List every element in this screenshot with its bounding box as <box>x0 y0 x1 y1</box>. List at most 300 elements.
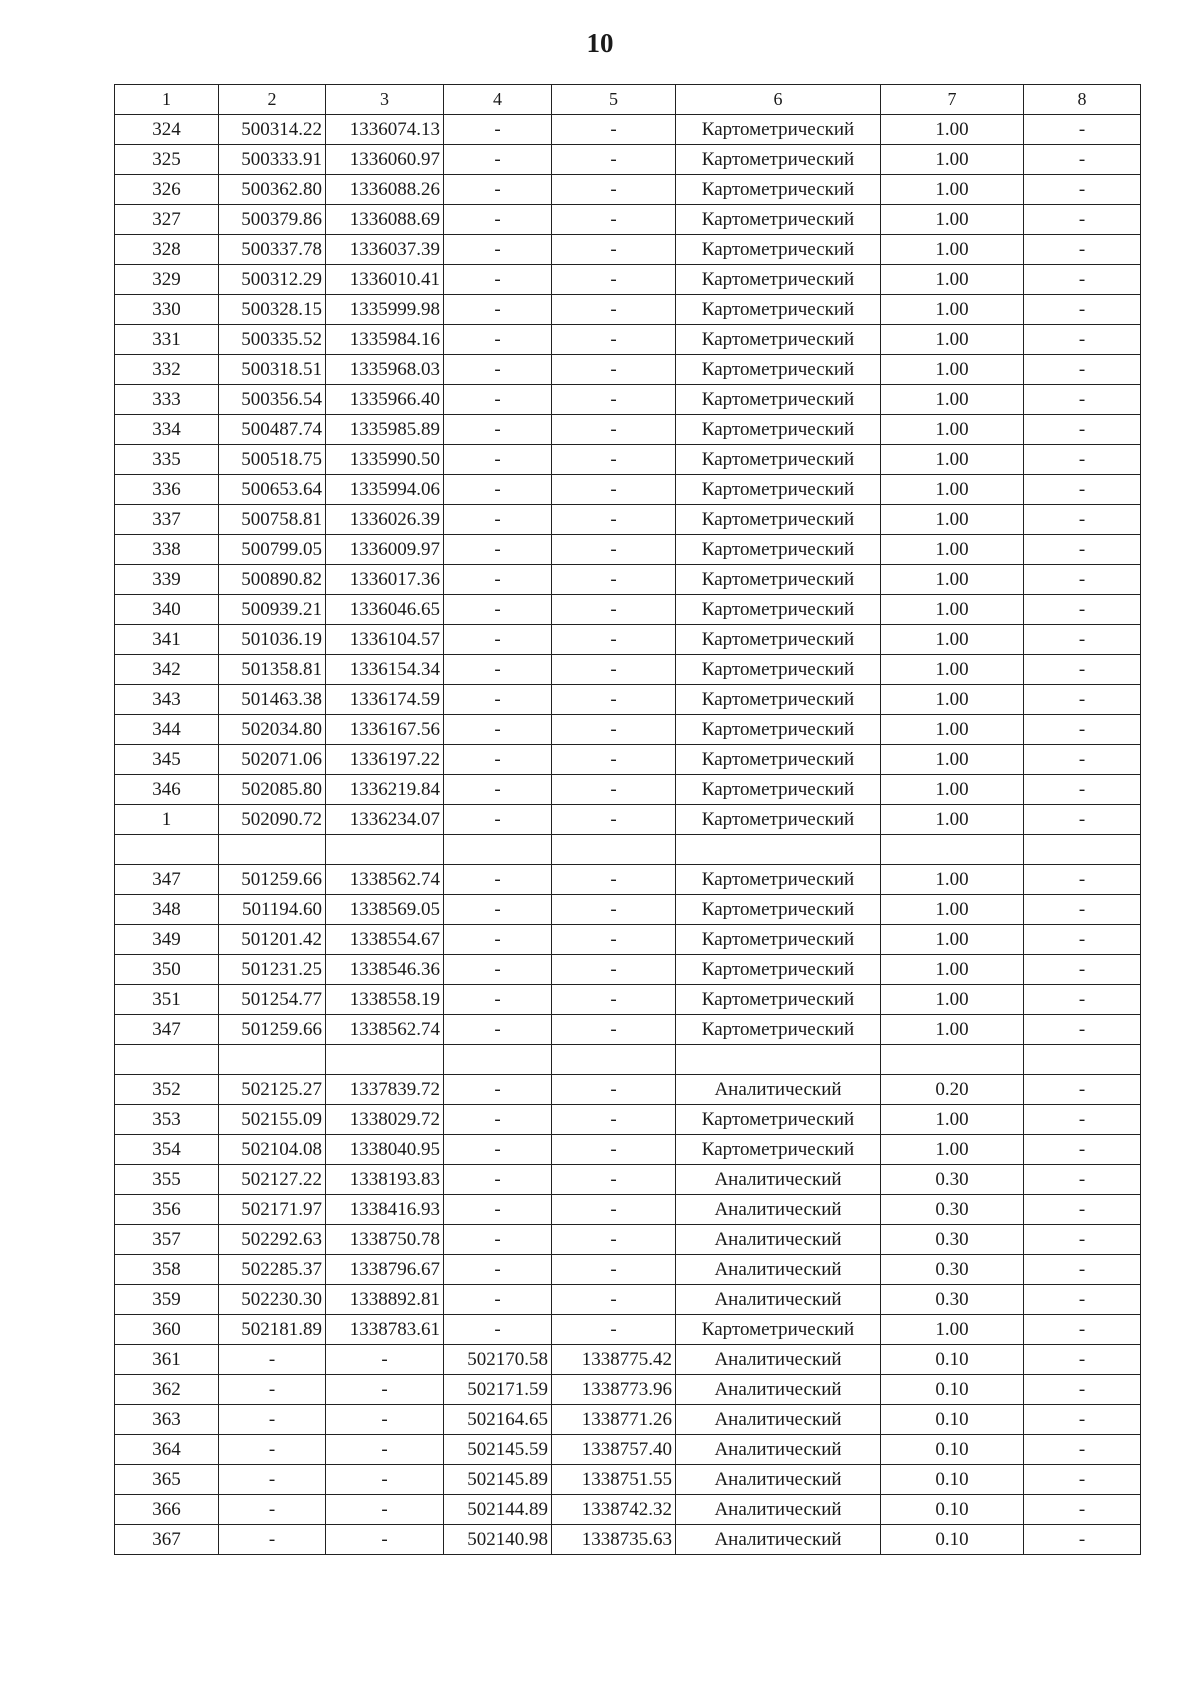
table-cell: - <box>444 235 552 265</box>
table-cell: - <box>1024 1255 1141 1285</box>
table-cell: - <box>444 445 552 475</box>
table-row <box>115 865 1141 895</box>
table-row <box>115 1285 1141 1315</box>
table-cell: 1336154.34 <box>326 655 444 685</box>
table-cell: Аналитический <box>676 1345 881 1375</box>
table-cell: - <box>1024 625 1141 655</box>
table-cell <box>1024 1045 1141 1075</box>
table-cell: 500758.81 <box>219 505 326 535</box>
table-cell: 501254.77 <box>219 985 326 1015</box>
table-cell <box>115 835 219 865</box>
table-cell: - <box>552 1285 676 1315</box>
table-cell: - <box>444 535 552 565</box>
table-cell: - <box>444 565 552 595</box>
table-cell <box>552 1045 676 1075</box>
table-cell: 1338750.78 <box>326 1225 444 1255</box>
table-cell: 365 <box>115 1465 219 1495</box>
table-cell: 1.00 <box>881 925 1024 955</box>
table-cell: 1.00 <box>881 955 1024 985</box>
table-cell: - <box>444 745 552 775</box>
table-cell: 1338562.74 <box>326 1015 444 1045</box>
table-cell: 1336197.22 <box>326 745 444 775</box>
table-cell: Аналитический <box>676 1225 881 1255</box>
table-row <box>115 685 1141 715</box>
table-cell: 502230.30 <box>219 1285 326 1315</box>
table-cell: 328 <box>115 235 219 265</box>
table-cell: 327 <box>115 205 219 235</box>
table-cell: 1338773.96 <box>552 1375 676 1405</box>
table-cell: - <box>326 1465 444 1495</box>
table-cell: 500799.05 <box>219 535 326 565</box>
table-row <box>115 1105 1141 1135</box>
table-cell: Аналитический <box>676 1195 881 1225</box>
table-cell: Картометрический <box>676 115 881 145</box>
table-row <box>115 835 1141 865</box>
table-cell: - <box>552 1165 676 1195</box>
table-row <box>115 1345 1141 1375</box>
table-cell: 1.00 <box>881 745 1024 775</box>
table-cell: - <box>444 355 552 385</box>
table-row <box>115 1255 1141 1285</box>
table-cell: 355 <box>115 1165 219 1195</box>
table-cell: 1.00 <box>881 715 1024 745</box>
table-cell: Аналитический <box>676 1405 881 1435</box>
table-row <box>115 565 1141 595</box>
table-row <box>115 1435 1141 1465</box>
table-cell: - <box>1024 775 1141 805</box>
table-cell: - <box>444 985 552 1015</box>
table-row <box>115 745 1141 775</box>
table-cell: 1335984.16 <box>326 325 444 355</box>
table-cell: Картометрический <box>676 595 881 625</box>
table-cell: Аналитический <box>676 1165 881 1195</box>
table-cell: - <box>1024 925 1141 955</box>
table-cell: - <box>552 565 676 595</box>
table-cell: - <box>552 1075 676 1105</box>
table-cell: 337 <box>115 505 219 535</box>
table-row <box>115 1315 1141 1345</box>
table-cell: 502145.59 <box>444 1435 552 1465</box>
table-cell: 339 <box>115 565 219 595</box>
table-cell: 500335.52 <box>219 325 326 355</box>
table-cell: Аналитический <box>676 1495 881 1525</box>
table-cell: 502164.65 <box>444 1405 552 1435</box>
table-cell: - <box>219 1465 326 1495</box>
table-cell: Картометрический <box>676 415 881 445</box>
table-cell: Картометрический <box>676 205 881 235</box>
table-cell: - <box>444 325 552 355</box>
table-cell: 1336046.65 <box>326 595 444 625</box>
table-cell: 344 <box>115 715 219 745</box>
table-cell: - <box>552 865 676 895</box>
table-cell: 356 <box>115 1195 219 1225</box>
table-cell: 1338546.36 <box>326 955 444 985</box>
table-cell: 1.00 <box>881 145 1024 175</box>
table-cell: - <box>1024 865 1141 895</box>
table-cell: 1338783.61 <box>326 1315 444 1345</box>
table-cell: 347 <box>115 865 219 895</box>
table-cell: Картометрический <box>676 955 881 985</box>
table-cell: - <box>1024 1285 1141 1315</box>
table-cell: - <box>552 715 676 745</box>
table-cell: - <box>444 175 552 205</box>
table-cell: 1338735.63 <box>552 1525 676 1555</box>
table-cell: - <box>1024 1135 1141 1165</box>
table-cell: 501463.38 <box>219 685 326 715</box>
table-cell: 326 <box>115 175 219 205</box>
table-cell: 1.00 <box>881 1015 1024 1045</box>
table-row <box>115 625 1141 655</box>
table-cell: - <box>1024 1165 1141 1195</box>
table-row <box>115 1165 1141 1195</box>
column-header: 5 <box>552 85 676 115</box>
table-cell: - <box>444 1285 552 1315</box>
table-cell: - <box>444 775 552 805</box>
table-cell: 353 <box>115 1105 219 1135</box>
table-cell: - <box>552 1315 676 1345</box>
table-row <box>115 145 1141 175</box>
table-cell: - <box>326 1375 444 1405</box>
table-cell: - <box>552 1255 676 1285</box>
table-cell: - <box>552 115 676 145</box>
table-cell: Картометрический <box>676 925 881 955</box>
table-cell: - <box>444 145 552 175</box>
table-row <box>115 1195 1141 1225</box>
table-cell: 1336017.36 <box>326 565 444 595</box>
table-cell: 348 <box>115 895 219 925</box>
table-cell: - <box>552 1225 676 1255</box>
table-cell <box>219 1045 326 1075</box>
table-row <box>115 475 1141 505</box>
table-cell: 1.00 <box>881 355 1024 385</box>
table-cell: - <box>1024 715 1141 745</box>
table-cell: Картометрический <box>676 1135 881 1165</box>
table-cell: 502127.22 <box>219 1165 326 1195</box>
table-cell: 341 <box>115 625 219 655</box>
table-cell: 1 <box>115 805 219 835</box>
table-cell: 347 <box>115 1015 219 1045</box>
table-cell: - <box>444 655 552 685</box>
table-cell: 349 <box>115 925 219 955</box>
table-cell: 333 <box>115 385 219 415</box>
table-row <box>115 985 1141 1015</box>
table-cell: 1.00 <box>881 805 1024 835</box>
table-row <box>115 445 1141 475</box>
table-cell <box>444 835 552 865</box>
table-cell: 501259.66 <box>219 1015 326 1045</box>
table-cell: - <box>552 175 676 205</box>
table-cell: - <box>1024 955 1141 985</box>
coordinates-table <box>114 84 1141 1555</box>
table-cell: 1335966.40 <box>326 385 444 415</box>
table-row <box>115 1135 1141 1165</box>
table-cell: - <box>444 1315 552 1345</box>
table-cell: 502181.89 <box>219 1315 326 1345</box>
table-cell: Картометрический <box>676 685 881 715</box>
table-cell: - <box>1024 1435 1141 1465</box>
table-cell: Картометрический <box>676 145 881 175</box>
table-row <box>115 385 1141 415</box>
page-number: 10 <box>586 28 614 58</box>
table-cell: - <box>326 1435 444 1465</box>
table-cell: - <box>552 415 676 445</box>
table-cell: - <box>444 205 552 235</box>
table-cell: - <box>552 625 676 655</box>
table-cell: 502171.59 <box>444 1375 552 1405</box>
table-cell: - <box>1024 985 1141 1015</box>
table-cell: 338 <box>115 535 219 565</box>
table-cell: - <box>552 895 676 925</box>
table-cell: - <box>219 1435 326 1465</box>
column-header: 2 <box>219 85 326 115</box>
table-cell: 1335999.98 <box>326 295 444 325</box>
table-cell: - <box>552 325 676 355</box>
table-cell: 342 <box>115 655 219 685</box>
table-cell: 1338771.26 <box>552 1405 676 1435</box>
table-row <box>115 1405 1141 1435</box>
table-cell: - <box>444 295 552 325</box>
table-cell: Картометрический <box>676 235 881 265</box>
table-cell: 502104.08 <box>219 1135 326 1165</box>
table-cell: - <box>444 1105 552 1135</box>
table-cell: - <box>219 1405 326 1435</box>
table-cell: - <box>444 805 552 835</box>
table-row <box>115 655 1141 685</box>
table-row <box>115 1045 1141 1075</box>
table-cell: Картометрический <box>676 265 881 295</box>
table-cell: 502140.98 <box>444 1525 552 1555</box>
table-cell: 501259.66 <box>219 865 326 895</box>
table-cell: Картометрический <box>676 535 881 565</box>
table-cell: 1.00 <box>881 505 1024 535</box>
table-cell: 1.00 <box>881 565 1024 595</box>
table-cell: 1336088.26 <box>326 175 444 205</box>
table-cell: - <box>219 1495 326 1525</box>
table-cell: - <box>1024 1405 1141 1435</box>
table-cell: 366 <box>115 1495 219 1525</box>
table-cell: 340 <box>115 595 219 625</box>
table-cell: - <box>444 625 552 655</box>
table-cell: - <box>552 475 676 505</box>
table-cell: - <box>1024 1465 1141 1495</box>
table-cell: 1.00 <box>881 295 1024 325</box>
table-row <box>115 175 1141 205</box>
table-cell: 500939.21 <box>219 595 326 625</box>
table-cell: 500314.22 <box>219 115 326 145</box>
table-cell: 502285.37 <box>219 1255 326 1285</box>
table-cell: - <box>1024 1525 1141 1555</box>
table-cell: 1.00 <box>881 895 1024 925</box>
table-cell: 502125.27 <box>219 1075 326 1105</box>
table-cell: - <box>444 1225 552 1255</box>
table-cell: 1.00 <box>881 625 1024 655</box>
table-cell: 1.00 <box>881 655 1024 685</box>
table-cell: Картометрический <box>676 505 881 535</box>
table-cell: 502071.06 <box>219 745 326 775</box>
table-cell: - <box>552 145 676 175</box>
table-cell: - <box>552 805 676 835</box>
table-cell: 360 <box>115 1315 219 1345</box>
table-cell: - <box>444 415 552 445</box>
column-header: 4 <box>444 85 552 115</box>
table-row <box>115 805 1141 835</box>
table-cell: - <box>444 1015 552 1045</box>
column-header: 3 <box>326 85 444 115</box>
table-cell: - <box>326 1345 444 1375</box>
table-cell <box>326 835 444 865</box>
table-row <box>115 775 1141 805</box>
table-row <box>115 1525 1141 1555</box>
table-cell: - <box>444 895 552 925</box>
table-cell: 1337839.72 <box>326 1075 444 1105</box>
table-cell: - <box>1024 175 1141 205</box>
table-cell: 1.00 <box>881 445 1024 475</box>
table-cell: 358 <box>115 1255 219 1285</box>
table-cell: 1.00 <box>881 235 1024 265</box>
table-row <box>115 925 1141 955</box>
table-cell: - <box>552 955 676 985</box>
table-cell: 1336009.97 <box>326 535 444 565</box>
table-cell: 500653.64 <box>219 475 326 505</box>
table-cell: Картометрический <box>676 985 881 1015</box>
table-cell: 324 <box>115 115 219 145</box>
table-cell: 502144.89 <box>444 1495 552 1525</box>
table-cell: 0.30 <box>881 1195 1024 1225</box>
table-cell: 1338193.83 <box>326 1165 444 1195</box>
table-cell: 1.00 <box>881 205 1024 235</box>
table-cell: 500312.29 <box>219 265 326 295</box>
table-cell: - <box>326 1405 444 1435</box>
table-cell: - <box>552 505 676 535</box>
table-cell: 359 <box>115 1285 219 1315</box>
table-cell <box>552 835 676 865</box>
table-cell: 500379.86 <box>219 205 326 235</box>
table-cell: 330 <box>115 295 219 325</box>
table-cell: 1336074.13 <box>326 115 444 145</box>
table-cell: - <box>552 355 676 385</box>
table-cell: 332 <box>115 355 219 385</box>
table-cell: 334 <box>115 415 219 445</box>
table-cell: 362 <box>115 1375 219 1405</box>
table-cell: - <box>1024 685 1141 715</box>
table-cell: 0.10 <box>881 1435 1024 1465</box>
table-cell: - <box>444 865 552 895</box>
table-cell: Картометрический <box>676 475 881 505</box>
table-cell: 501036.19 <box>219 625 326 655</box>
table-cell: - <box>552 205 676 235</box>
table-row <box>115 325 1141 355</box>
table-cell: 364 <box>115 1435 219 1465</box>
table-cell: 1338569.05 <box>326 895 444 925</box>
table-cell: 1.00 <box>881 475 1024 505</box>
table-cell: 1336219.84 <box>326 775 444 805</box>
table-row <box>115 955 1141 985</box>
table-cell: 502171.97 <box>219 1195 326 1225</box>
table-cell: - <box>1024 895 1141 925</box>
table-cell: - <box>219 1525 326 1555</box>
table-cell: Картометрический <box>676 655 881 685</box>
table-cell: 336 <box>115 475 219 505</box>
column-header: 1 <box>115 85 219 115</box>
table-cell: 0.10 <box>881 1345 1024 1375</box>
table-cell: 1338040.95 <box>326 1135 444 1165</box>
table-cell: 1.00 <box>881 385 1024 415</box>
table-cell: Картометрический <box>676 625 881 655</box>
table-cell: 1338796.67 <box>326 1255 444 1285</box>
table-cell: 352 <box>115 1075 219 1105</box>
table-cell: - <box>444 925 552 955</box>
table-cell: 502085.80 <box>219 775 326 805</box>
table-cell: - <box>552 235 676 265</box>
table-cell: 1338742.32 <box>552 1495 676 1525</box>
table-cell: - <box>1024 505 1141 535</box>
table-cell: Картометрический <box>676 385 881 415</box>
table-cell: - <box>1024 535 1141 565</box>
table-cell: - <box>444 475 552 505</box>
table-cell: - <box>1024 475 1141 505</box>
table-row <box>115 595 1141 625</box>
table-cell: 1.00 <box>881 175 1024 205</box>
table-row <box>115 115 1141 145</box>
table-cell: 1338554.67 <box>326 925 444 955</box>
table-cell: - <box>552 445 676 475</box>
table-cell: Аналитический <box>676 1465 881 1495</box>
table-cell: Картометрический <box>676 1015 881 1045</box>
table-cell: 502090.72 <box>219 805 326 835</box>
table-cell: Картометрический <box>676 865 881 895</box>
table-cell: - <box>1024 1105 1141 1135</box>
table-cell <box>881 1045 1024 1075</box>
table-cell: 351 <box>115 985 219 1015</box>
table-cell: Картометрический <box>676 895 881 925</box>
table-cell: - <box>1024 565 1141 595</box>
table-header-row <box>115 85 1141 115</box>
table-cell: - <box>552 1195 676 1225</box>
table-cell: 500318.51 <box>219 355 326 385</box>
table-cell: - <box>1024 1315 1141 1345</box>
table-cell: 502034.80 <box>219 715 326 745</box>
table-cell: - <box>444 265 552 295</box>
table-cell: - <box>444 1195 552 1225</box>
table-cell: - <box>552 985 676 1015</box>
table-cell: - <box>552 925 676 955</box>
table-cell: 1338892.81 <box>326 1285 444 1315</box>
table-row <box>115 535 1141 565</box>
table-cell: 1.00 <box>881 265 1024 295</box>
table-cell: Картометрический <box>676 325 881 355</box>
table-row <box>115 205 1141 235</box>
table-cell: 1.00 <box>881 985 1024 1015</box>
table-cell: 1338775.42 <box>552 1345 676 1375</box>
table-cell: 346 <box>115 775 219 805</box>
table-cell: - <box>219 1375 326 1405</box>
table-cell: - <box>1024 325 1141 355</box>
table-row <box>115 415 1141 445</box>
table-cell: 1336088.69 <box>326 205 444 235</box>
table-row <box>115 1225 1141 1255</box>
table-row <box>115 1015 1141 1045</box>
table-cell: 500328.15 <box>219 295 326 325</box>
table-cell <box>115 1045 219 1075</box>
table-cell: - <box>444 955 552 985</box>
table-cell: 1.00 <box>881 775 1024 805</box>
table-cell: Картометрический <box>676 805 881 835</box>
table-cell: 1.00 <box>881 865 1024 895</box>
table-cell: 1335994.06 <box>326 475 444 505</box>
table-row <box>115 1075 1141 1105</box>
table-cell: - <box>1024 1225 1141 1255</box>
table-cell: - <box>1024 235 1141 265</box>
